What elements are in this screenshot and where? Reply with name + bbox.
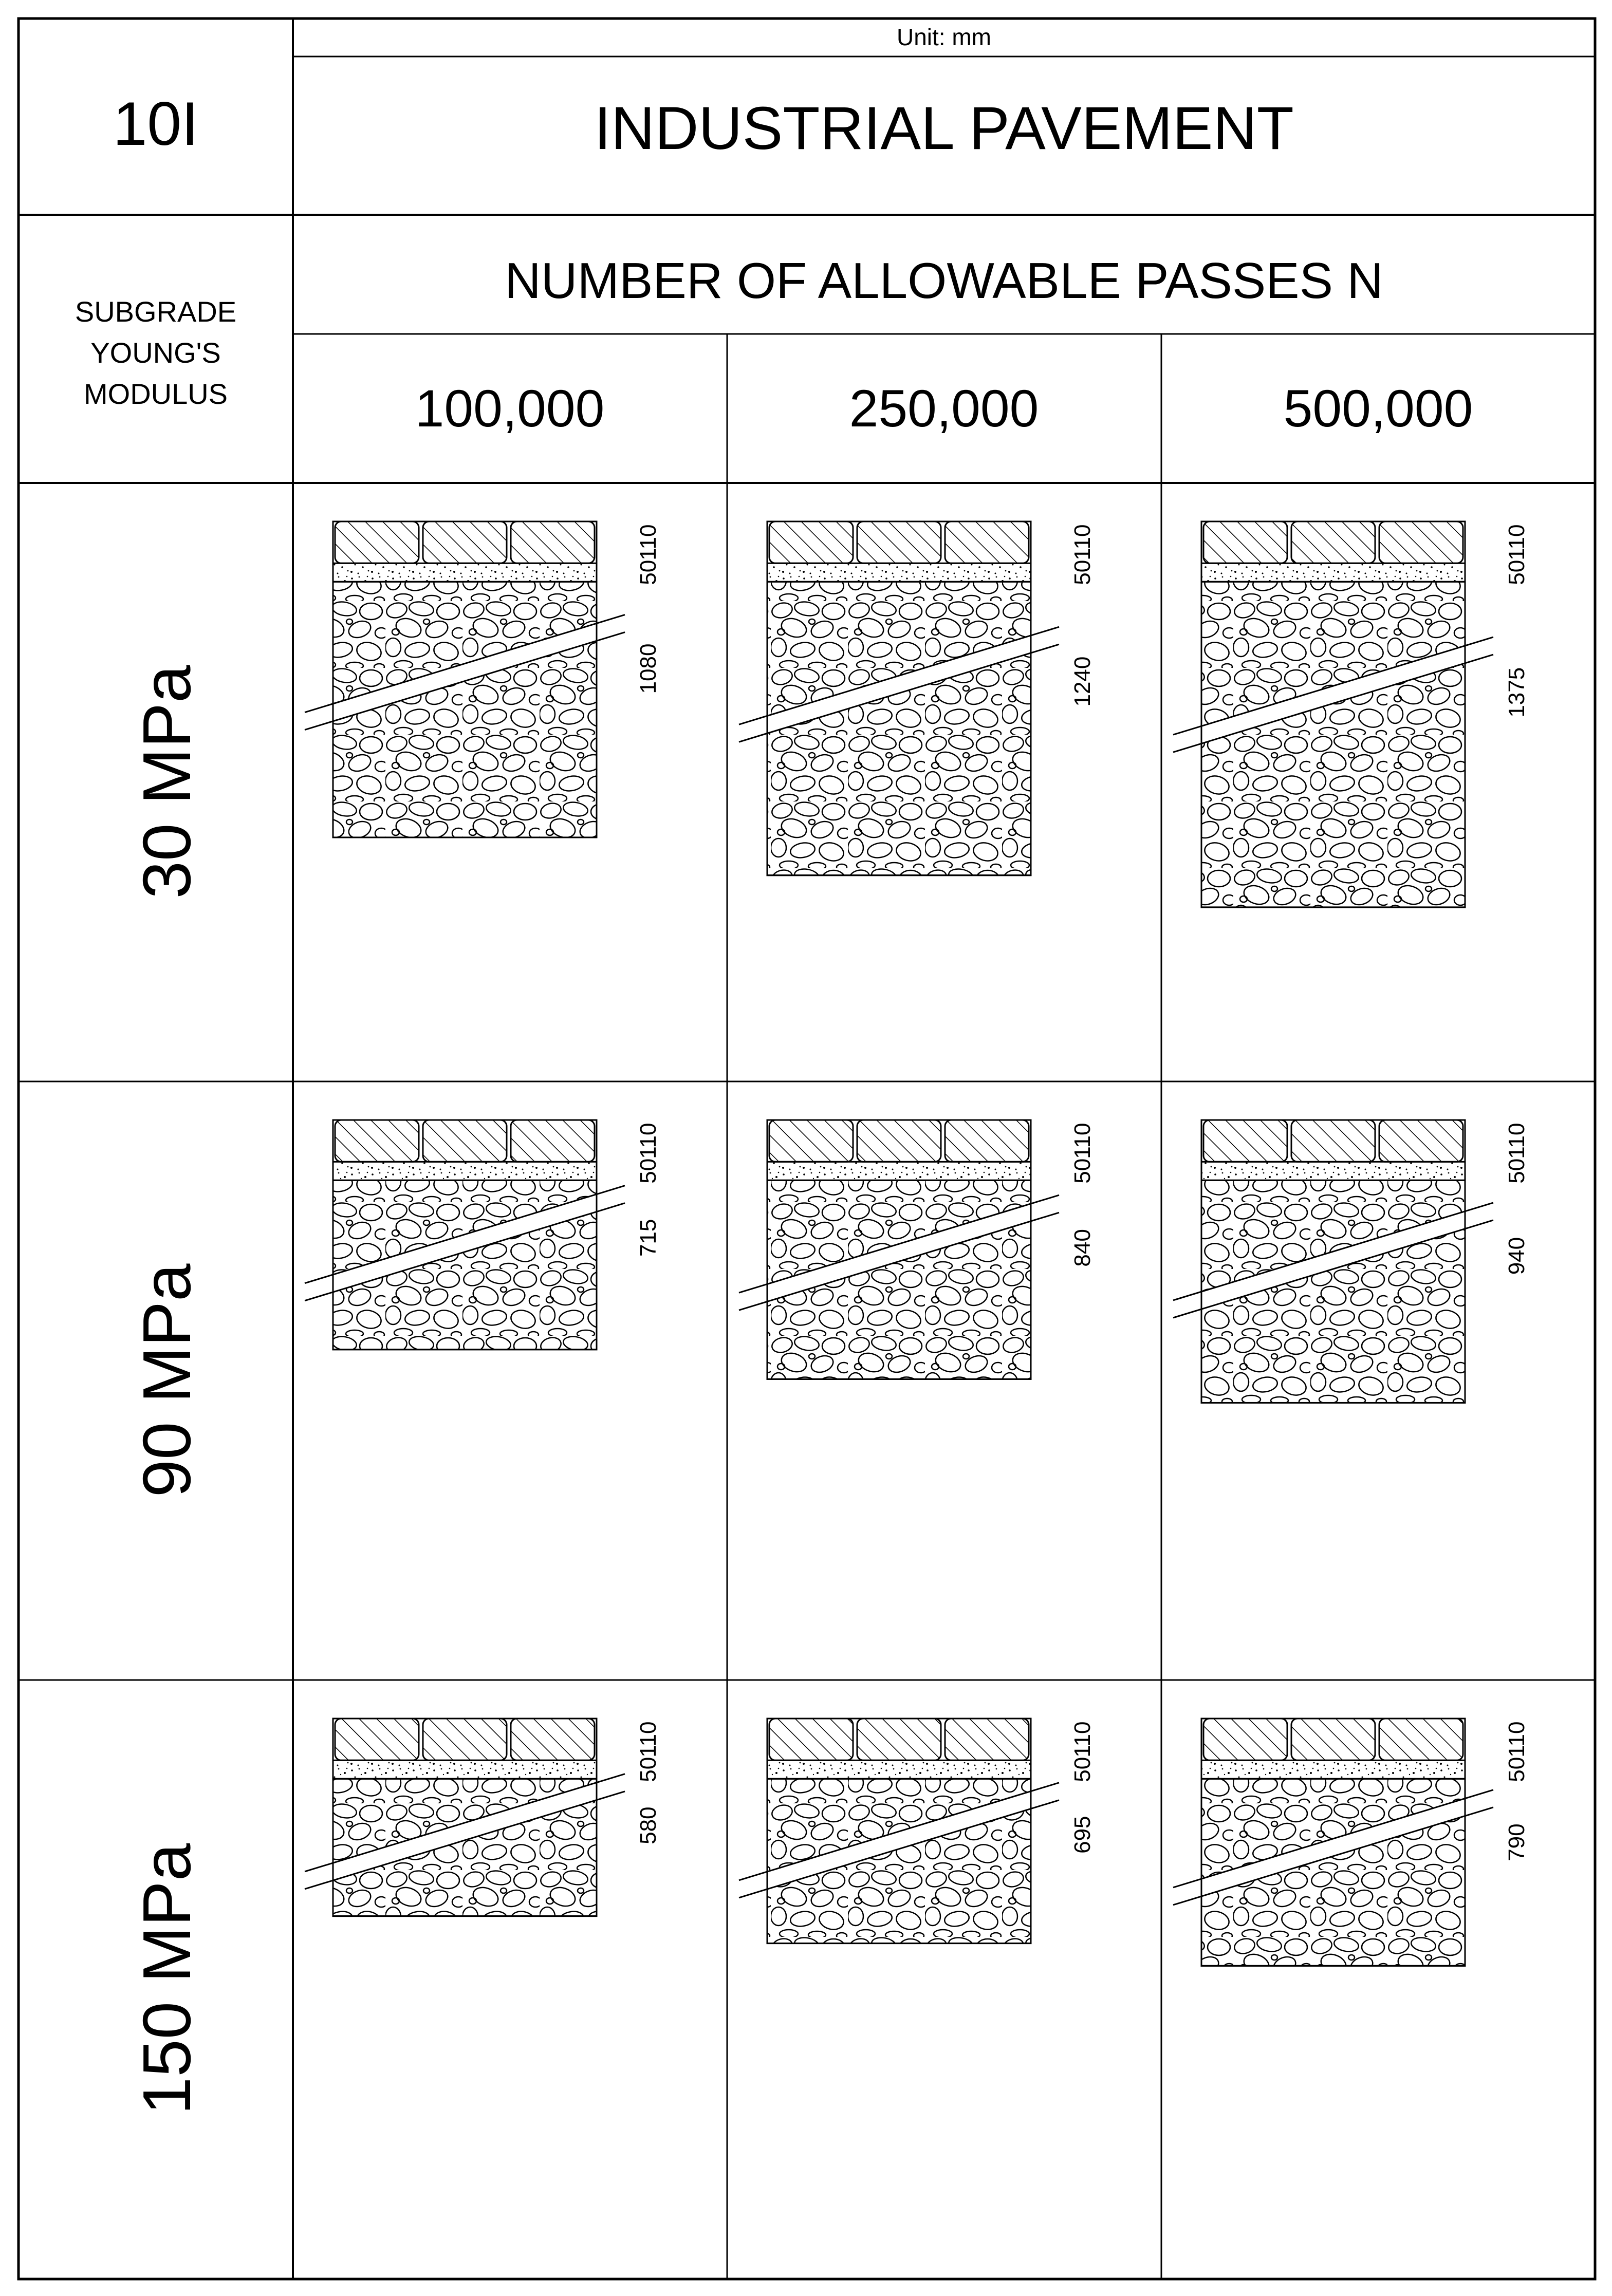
column-header-100000: 100,000 <box>415 379 605 438</box>
base-thickness-label: 840 <box>1070 1229 1095 1267</box>
block-thickness-label: 110 <box>1070 524 1095 561</box>
bedding-thickness-label: 50 <box>1504 1757 1529 1782</box>
row-label-30-mpa: 30 MPa <box>129 665 205 899</box>
paving-block <box>511 521 595 563</box>
paving-block <box>335 1120 419 1162</box>
bedding-layer <box>1201 1162 1465 1180</box>
pavement-section <box>739 1120 1095 1379</box>
bedding-layer <box>767 563 1031 582</box>
pavement-section <box>1173 1120 1529 1403</box>
row-header-line-3: MODULUS <box>83 378 228 410</box>
bedding-thickness-label: 50 <box>636 1757 661 1782</box>
row-header-line-1: SUBGRADE <box>75 295 237 328</box>
bedding-layer <box>1201 563 1465 582</box>
paving-block <box>1203 1120 1287 1162</box>
block-thickness-label: 110 <box>1070 1721 1095 1758</box>
base-thickness-label: 790 <box>1504 1823 1529 1861</box>
paving-block <box>335 1719 419 1760</box>
paving-block <box>423 1120 507 1162</box>
pavement-sections <box>305 521 1529 1966</box>
paving-block <box>335 521 419 563</box>
paving-block <box>945 521 1029 563</box>
paving-block <box>1379 1719 1463 1760</box>
pavement-section <box>739 1719 1095 1944</box>
base-thickness-label: 580 <box>636 1806 661 1844</box>
block-thickness-label: 110 <box>636 524 661 561</box>
block-thickness-label: 110 <box>1504 1123 1529 1159</box>
paving-block <box>1379 1120 1463 1162</box>
paving-block <box>769 1719 853 1760</box>
bedding-thickness-label: 50 <box>1504 1158 1529 1184</box>
pavement-section <box>305 1120 661 1350</box>
bedding-thickness-label: 50 <box>636 1158 661 1184</box>
passes-header: NUMBER OF ALLOWABLE PASSES N <box>504 252 1384 309</box>
bedding-thickness-label: 50 <box>1504 559 1529 585</box>
bedding-thickness-label: 50 <box>636 559 661 585</box>
drawing-code: 10I <box>113 89 199 158</box>
base-thickness-label: 1375 <box>1504 667 1529 718</box>
block-thickness-label: 110 <box>1070 1123 1095 1159</box>
base-thickness-label: 1240 <box>1070 656 1095 707</box>
paving-block <box>1291 521 1375 563</box>
block-thickness-label: 110 <box>1504 1721 1529 1758</box>
bedding-layer <box>333 563 597 582</box>
paving-block <box>1203 1719 1287 1760</box>
paving-block <box>945 1719 1029 1760</box>
column-header-500000: 500,000 <box>1283 379 1473 438</box>
pavement-section <box>1173 1719 1529 1966</box>
page-title: INDUSTRIAL PAVEMENT <box>594 95 1294 162</box>
base-layer <box>767 582 1031 875</box>
paving-block <box>1203 521 1287 563</box>
column-header-250000: 250,000 <box>849 379 1039 438</box>
bedding-thickness-label: 50 <box>1070 559 1095 585</box>
block-thickness-label: 110 <box>636 1123 661 1159</box>
block-thickness-label: 110 <box>636 1721 661 1758</box>
paving-block <box>857 1120 941 1162</box>
base-thickness-label: 695 <box>1070 1816 1095 1854</box>
pavement-section <box>305 1719 661 1916</box>
row-label-150-mpa: 150 MPa <box>129 1843 205 2115</box>
pavement-section <box>739 521 1095 875</box>
paving-block <box>769 521 853 563</box>
paving-block <box>1291 1719 1375 1760</box>
paving-block <box>857 1719 941 1760</box>
paving-block <box>769 1120 853 1162</box>
row-label-90-mpa: 90 MPa <box>129 1263 205 1498</box>
pavement-section <box>305 521 661 837</box>
paving-block <box>857 521 941 563</box>
bedding-layer <box>333 1162 597 1180</box>
paving-block <box>423 1719 507 1760</box>
unit-label: Unit: mm <box>897 24 991 50</box>
bedding-layer <box>767 1760 1031 1779</box>
paving-block <box>1291 1120 1375 1162</box>
base-thickness-label: 940 <box>1504 1237 1529 1275</box>
bedding-layer <box>333 1760 597 1779</box>
paving-block <box>945 1120 1029 1162</box>
base-thickness-label: 715 <box>636 1219 661 1257</box>
bedding-layer <box>1201 1760 1465 1779</box>
paving-block <box>423 521 507 563</box>
paving-block <box>1379 521 1463 563</box>
paving-block <box>511 1120 595 1162</box>
pavement-section <box>1173 521 1529 907</box>
bedding-thickness-label: 50 <box>1070 1757 1095 1782</box>
base-thickness-label: 1080 <box>636 643 661 694</box>
bedding-thickness-label: 50 <box>1070 1158 1095 1184</box>
base-layer <box>1201 582 1465 907</box>
block-thickness-label: 110 <box>1504 524 1529 561</box>
row-header-line-2: YOUNG'S <box>90 337 221 369</box>
paving-block <box>511 1719 595 1760</box>
bedding-layer <box>767 1162 1031 1180</box>
